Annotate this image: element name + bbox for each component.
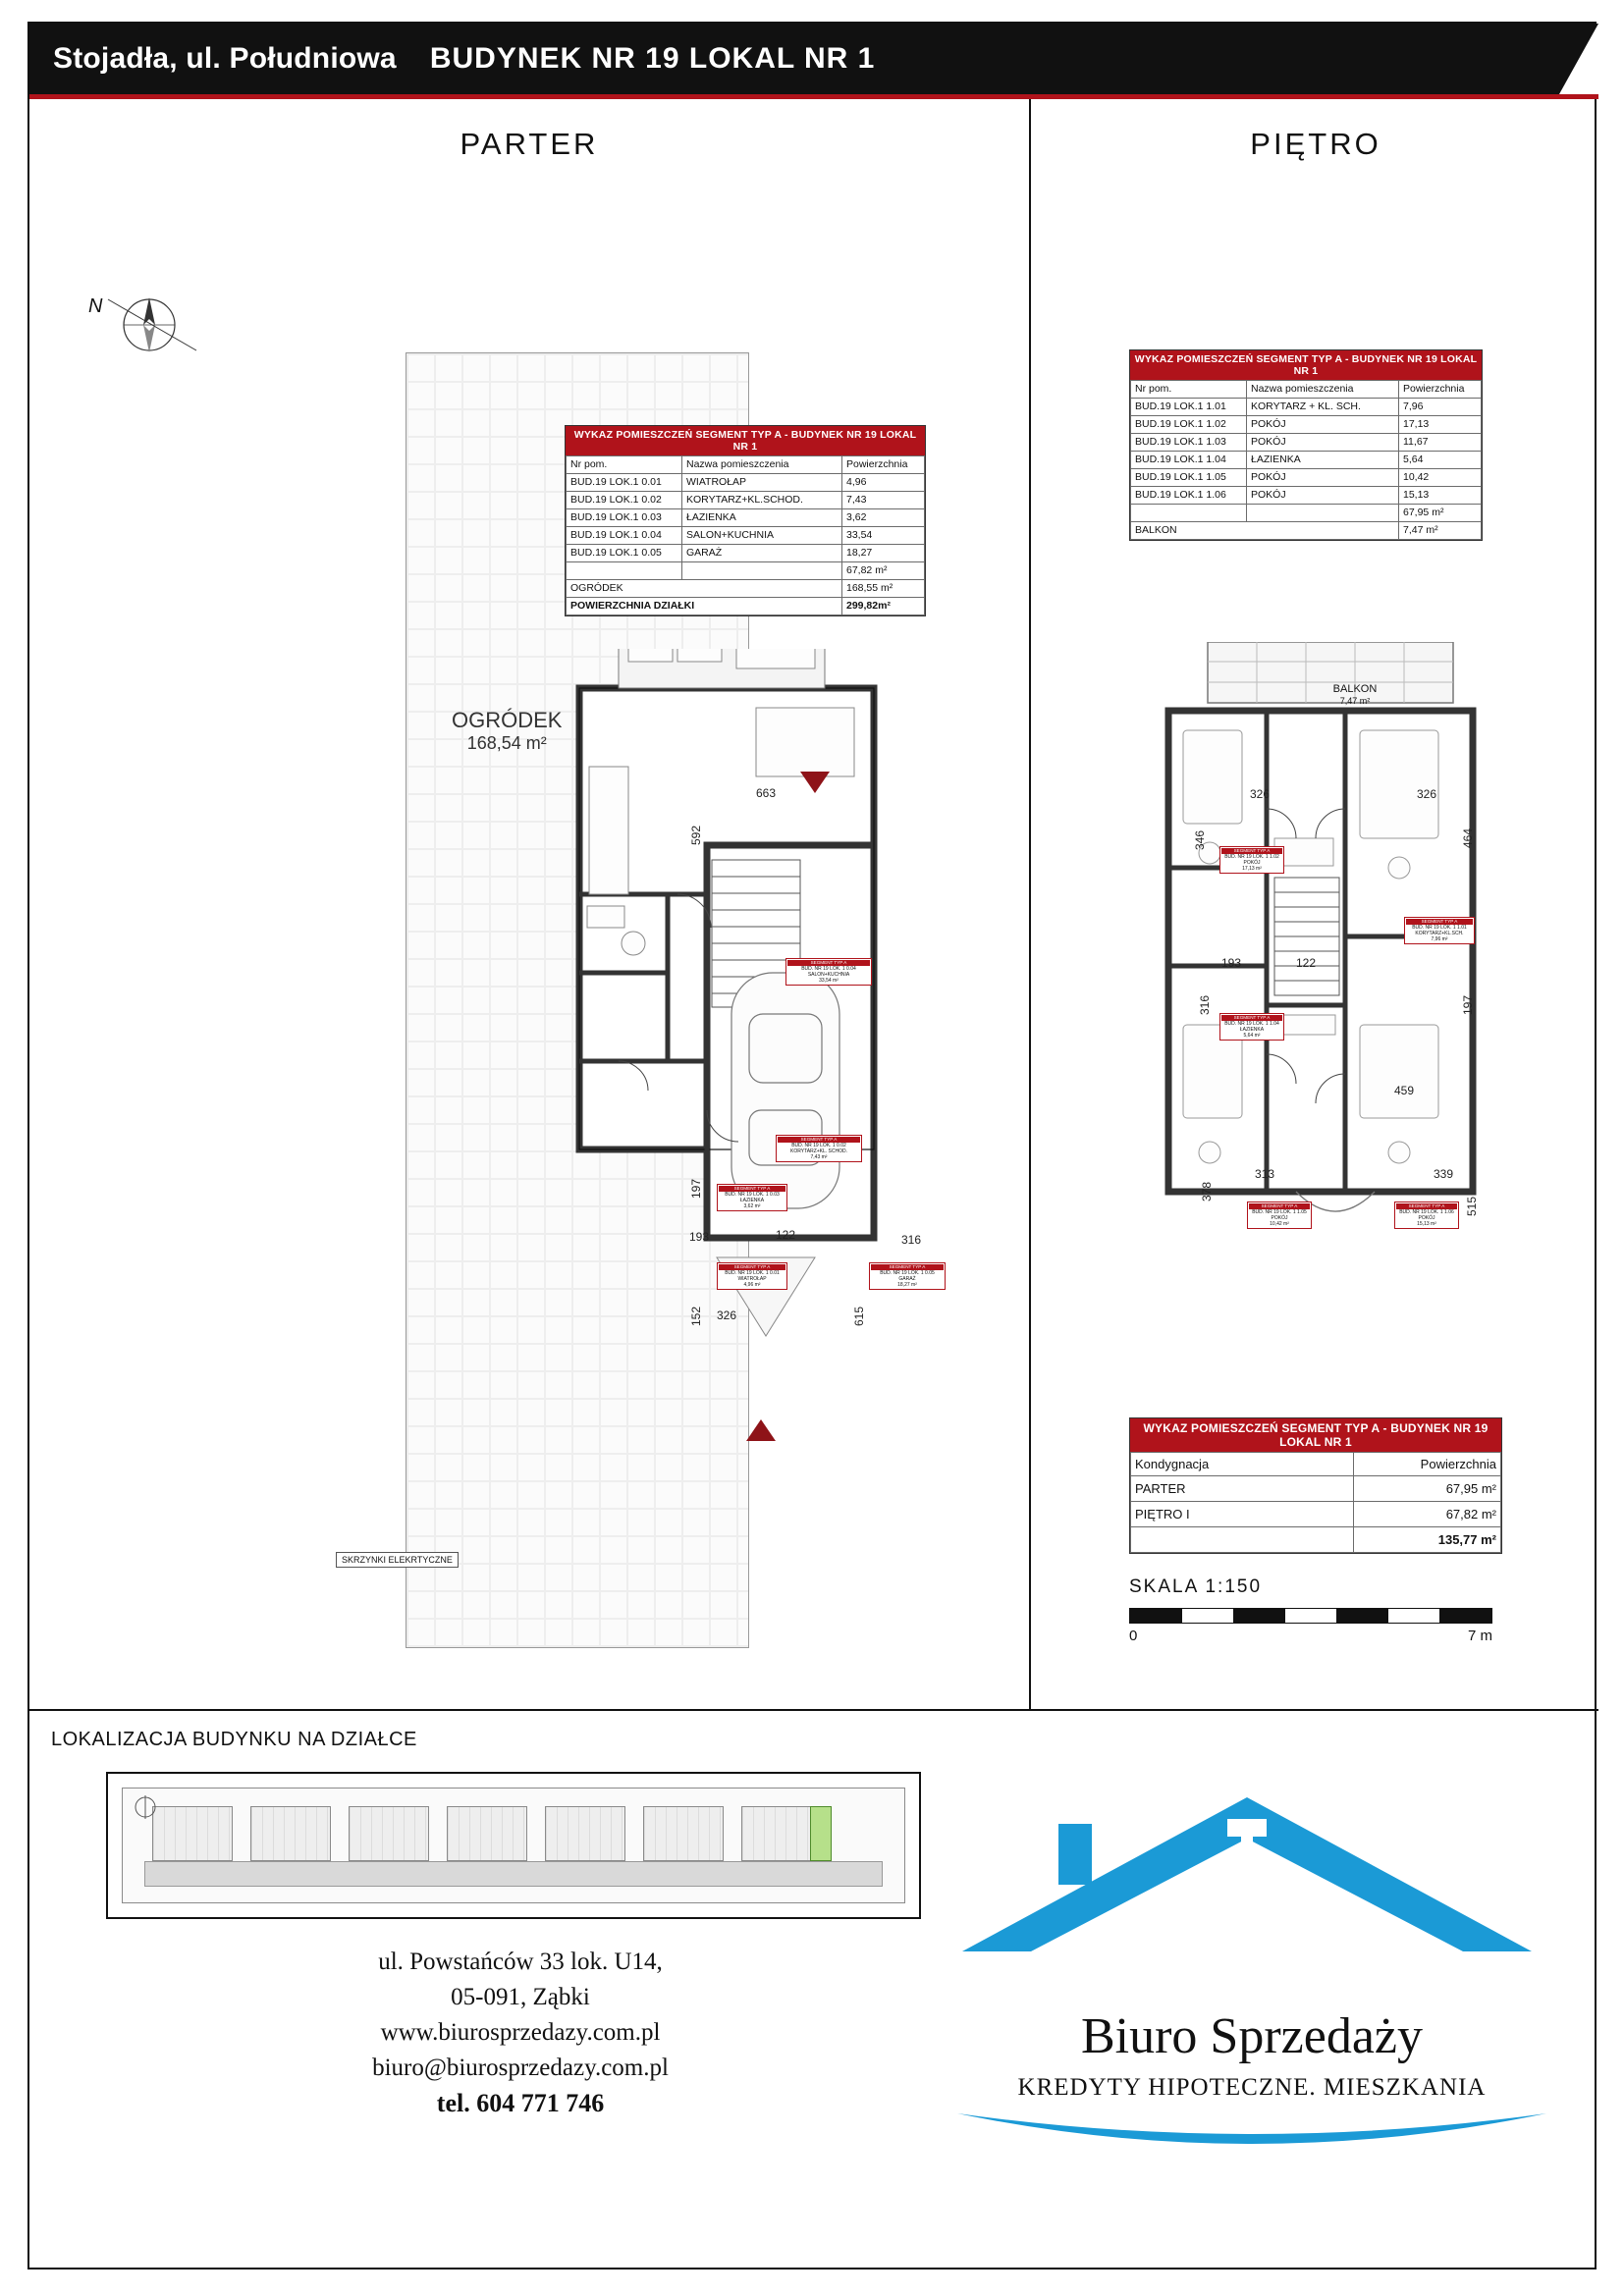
panel-title-parter: PARTER — [460, 127, 599, 161]
header-corner-cut — [1559, 24, 1598, 94]
table-parter-caption: WYKAZ POMIESZCZEŃ SEGMENT TYP A - BUDYNEK NR 19 LOKAL NR 1 — [566, 426, 925, 455]
cell-extra-label: OGRÓDEK — [567, 580, 842, 598]
room-stamp-area: 5,64 m² — [1243, 1033, 1261, 1039]
cell-area: 18,27 — [842, 545, 925, 562]
cell-nr: BUD.19 LOK.1 0.05 — [567, 545, 682, 562]
site-block — [349, 1806, 429, 1861]
dim-339: 339 — [1434, 1167, 1454, 1181]
site-road — [144, 1861, 883, 1887]
cell-extra-label: POWIERZCHNIA DZIAŁKI — [567, 598, 842, 615]
table-pietro-caption: WYKAZ POMIESZCZEŃ SEGMENT TYP A - BUDYNEK NR 19 LOKAL NR 1 — [1130, 350, 1482, 380]
table-extra-row — [567, 580, 925, 598]
scale-numbers — [1129, 1628, 1492, 1644]
balkon-label: BALKON — [1332, 683, 1378, 695]
panel-parter — [29, 99, 1031, 1709]
cell-nr: BUD.19 LOK.1 0.02 — [567, 492, 682, 509]
room-stamp-pokoj-1-05 — [1247, 1201, 1312, 1229]
dim-464: 464 — [1461, 828, 1475, 848]
logo-tagline: KREDYTY HIPOTECZNE. MIESZKANIA — [1017, 2074, 1487, 2101]
header-unit: BUDYNEK NR 19 LOKAL NR 1 — [429, 42, 876, 75]
site-block — [643, 1806, 724, 1861]
cell-extra-label: BALKON — [1131, 522, 1399, 540]
room-stamp-salon — [785, 958, 872, 986]
room-stamp-name: KORYTARZ+KL.SCH. — [1415, 931, 1464, 936]
cell-area: 33,54 — [842, 527, 925, 545]
room-stamp-name: POKÓJ — [1271, 1215, 1288, 1221]
table-total-row — [1131, 1527, 1501, 1553]
room-stamp-name: GARAŻ — [898, 1276, 916, 1282]
cell-total: 135,77 m² — [1354, 1527, 1501, 1553]
document-page — [27, 22, 1597, 2269]
cell-total: 67,82 m² — [842, 562, 925, 580]
address-phone: tel. 604 771 746 — [436, 2089, 605, 2117]
th-kondygnacja: Kondygnacja — [1131, 1453, 1354, 1476]
room-stamp-code: BUD. NR 19 LOK. 1 0.03 — [725, 1192, 780, 1198]
site-block — [152, 1806, 233, 1861]
table-row — [1131, 452, 1482, 469]
room-stamp-pokoj-1-02 — [1219, 846, 1284, 874]
room-stamp-korytarz — [776, 1135, 862, 1162]
table-header-row — [567, 456, 925, 474]
room-stamp-area: 7,96 m² — [1431, 936, 1448, 942]
cell-name: ŁAZIENKA — [682, 509, 842, 527]
cell-name: POKÓJ — [1247, 469, 1399, 487]
cell-extra-value: 7,47 m² — [1399, 522, 1482, 540]
room-stamp-code: BUD. NR 19 LOK. 1 1.05 — [1252, 1209, 1307, 1215]
table-total-row — [567, 562, 925, 580]
address-email[interactable]: biuro@biurosprzedazy.com.pl — [372, 2055, 669, 2081]
cell-extra-value: 299,82m² — [842, 598, 925, 615]
cell-name: POKÓJ — [1247, 487, 1399, 505]
site-block — [250, 1806, 331, 1861]
scale-start: 0 — [1129, 1628, 1138, 1644]
room-stamp-wiatrolap — [717, 1262, 787, 1290]
dim-193: 193 — [689, 1230, 710, 1244]
garden-area: 168,54 m² — [466, 733, 547, 753]
room-stamp-head: SEGMENT TYP A — [787, 960, 870, 966]
cell-nr: BUD.19 LOK.1 0.04 — [567, 527, 682, 545]
company-logo — [933, 1780, 1561, 2192]
first-floor-plan-drawing — [1149, 642, 1522, 1329]
room-stamp-korytarz-1-01 — [1404, 917, 1475, 944]
table-row — [567, 474, 925, 492]
room-stamp-code: BUD. NR 19 LOK. 1 1.01 — [1412, 925, 1467, 931]
cell-area: 15,13 — [1399, 487, 1482, 505]
room-stamp-head: SEGMENT TYP A — [719, 1186, 785, 1192]
cell-area: 3,62 — [842, 509, 925, 527]
cell-area: 10,42 — [1399, 469, 1482, 487]
table-row — [1131, 1502, 1501, 1527]
dim-378: 378 — [1200, 1181, 1214, 1201]
electrical-boxes-label: SKRZYNKI ELEKRTYCZNE — [336, 1552, 459, 1568]
scale-label: SKALA 1:150 — [1129, 1576, 1263, 1597]
compass-north-label: N — [88, 295, 103, 317]
dim-346: 346 — [1193, 829, 1207, 850]
room-stamp-area: 15,13 m² — [1417, 1221, 1436, 1227]
room-stamp-lazienka — [717, 1184, 787, 1211]
room-stamp-code: BUD. NR 19 LOK. 1 1.02 — [1224, 854, 1279, 860]
th-name: Nazwa pomieszczenia — [682, 456, 842, 474]
room-stamp-head: SEGMENT TYP A — [1396, 1203, 1457, 1209]
bottom-section — [29, 1709, 1598, 2269]
header-address: Stojadła, ul. Południowa — [53, 42, 397, 75]
scale-block — [1129, 1576, 1502, 1644]
room-stamp-name: ŁAZIENKA — [1239, 1027, 1265, 1033]
cell-name: POKÓJ — [1247, 416, 1399, 434]
panel-title-pietro: PIĘTRO — [1250, 127, 1381, 161]
dim-193b: 193 — [1221, 956, 1242, 970]
site-block-highlighted — [810, 1806, 832, 1861]
balkon-label-group — [1296, 683, 1414, 707]
cell-area: 67,95 m² — [1354, 1476, 1501, 1502]
room-stamp-head: SEGMENT TYP A — [871, 1264, 944, 1270]
th-name: Nazwa pomieszczenia — [1247, 381, 1399, 399]
room-stamp-name: POKÓJ — [1418, 1215, 1435, 1221]
table-summary — [1129, 1417, 1502, 1554]
table-header-row — [1131, 381, 1482, 399]
cell-name: GARAŻ — [682, 545, 842, 562]
dim-316b: 316 — [1198, 994, 1212, 1015]
contact-address — [147, 1945, 893, 2121]
table-header-row — [1131, 1453, 1501, 1476]
cell-nr: BUD.19 LOK.1 1.06 — [1131, 487, 1247, 505]
scale-bar — [1129, 1608, 1492, 1624]
cell-area: 17,13 — [1399, 416, 1482, 434]
table-row — [567, 527, 925, 545]
room-stamp-area: 10,42 m² — [1270, 1221, 1289, 1227]
dim-663: 663 — [756, 786, 777, 800]
room-stamp-area: 7,43 m² — [810, 1154, 828, 1160]
table-pietro — [1129, 349, 1483, 541]
room-stamp-head: SEGMENT TYP A — [719, 1264, 785, 1270]
cell-floor: PARTER — [1131, 1476, 1354, 1502]
logo-roof-icon — [933, 1780, 1561, 2005]
site-compass-icon — [131, 1792, 160, 1822]
address-line-1: ul. Powstańców 33 lok. U14, — [378, 1949, 663, 1975]
room-stamp-code: BUD. NR 19 LOK. 1 0.01 — [725, 1270, 780, 1276]
cell-name: SALON+KUCHNIA — [682, 527, 842, 545]
entry-marker-up — [746, 1419, 776, 1441]
table-row — [1131, 399, 1482, 416]
cell-area: 7,43 — [842, 492, 925, 509]
garden-label: OGRÓDEK — [452, 708, 563, 732]
balkon-area: 7,47 m² — [1339, 696, 1371, 706]
room-stamp-name: WIATROŁAP — [737, 1276, 767, 1282]
cell-area: 11,67 — [1399, 434, 1482, 452]
room-stamp-name: ŁAZIENKA — [739, 1198, 765, 1203]
address-line-2: 05-091, Ząbki — [451, 1984, 590, 2010]
room-stamp-code: BUD. NR 19 LOK. 1 0.05 — [880, 1270, 935, 1276]
logo-swoosh-icon — [952, 2104, 1551, 2163]
cell-extra-value: 168,55 m² — [842, 580, 925, 598]
room-stamp-head: SEGMENT TYP A — [778, 1137, 860, 1143]
garden-label-group — [452, 708, 562, 754]
cell-name: POKÓJ — [1247, 434, 1399, 452]
dim-615: 615 — [852, 1306, 866, 1326]
room-stamp-head: SEGMENT TYP A — [1221, 848, 1282, 854]
cell-floor: PIĘTRO I — [1131, 1502, 1354, 1527]
room-stamp-garaz — [869, 1262, 946, 1290]
room-stamp-name: SALON+KUCHNIA — [807, 972, 850, 978]
cell-name: KORYTARZ+KL.SCHOD. — [682, 492, 842, 509]
cell-nr: BUD.19 LOK.1 1.01 — [1131, 399, 1247, 416]
th-nr: Nr pom. — [1131, 381, 1247, 399]
table-row — [567, 509, 925, 527]
compass-rose — [88, 276, 216, 374]
room-stamp-area: 4,96 m² — [743, 1282, 761, 1288]
dim-326b: 326 — [1417, 787, 1437, 801]
room-stamp-name: POKÓJ — [1243, 860, 1261, 866]
room-stamp-code: BUD. NR 19 LOK. 1 0.04 — [801, 966, 856, 972]
cell-nr: BUD.19 LOK.1 1.02 — [1131, 416, 1247, 434]
dim-122b: 122 — [1296, 956, 1317, 970]
table-row — [1131, 487, 1482, 505]
room-stamp-code: BUD. NR 19 LOK. 1 0.02 — [791, 1143, 846, 1148]
room-stamp-area: 17,13 m² — [1242, 866, 1262, 872]
dim-515: 515 — [1465, 1196, 1479, 1216]
table-row — [1131, 434, 1482, 452]
room-stamp-code: BUD. NR 19 LOK. 1 1.04 — [1224, 1021, 1279, 1027]
th-nr: Nr pom. — [567, 456, 682, 474]
cell-name: KORYTARZ + KL. SCH. — [1247, 399, 1399, 416]
dim-316: 316 — [901, 1233, 922, 1247]
compass-icon — [88, 276, 216, 374]
table-row — [1131, 1476, 1501, 1502]
site-block — [447, 1806, 527, 1861]
cell-area: 67,82 m² — [1354, 1502, 1501, 1527]
cell-name: ŁAZIENKA — [1247, 452, 1399, 469]
table-total-row — [1131, 505, 1482, 522]
room-stamp-code: BUD. NR 19 LOK. 1 1.06 — [1399, 1209, 1454, 1215]
room-stamp-area — [1427, 866, 1445, 872]
dim-592: 592 — [689, 825, 703, 845]
dim-152: 152 — [689, 1306, 703, 1326]
th-powierzchnia: Powierzchnia — [1354, 1453, 1501, 1476]
dim-326: 326 — [717, 1308, 737, 1322]
cell-nr: BUD.19 LOK.1 0.03 — [567, 509, 682, 527]
room-stamp-head: SEGMENT TYP A — [1221, 1015, 1282, 1021]
table-extra-row — [567, 598, 925, 615]
room-stamp-name: KORYTARZ+KL. SCHOD. — [789, 1148, 848, 1154]
table-row — [567, 545, 925, 562]
table-extra-row — [1131, 522, 1482, 540]
cell-area: 4,96 — [842, 474, 925, 492]
location-title: LOKALIZACJA BUDYNKU NA DZIAŁCE — [51, 1729, 417, 1750]
table-row — [1131, 416, 1482, 434]
cell-area: 5,64 — [1399, 452, 1482, 469]
th-area: Powierzchnia — [1399, 381, 1482, 399]
table-summary-caption: WYKAZ POMIESZCZEŃ SEGMENT TYP A - BUDYNEK NR 19 LOKAL NR 1 — [1130, 1418, 1501, 1452]
cell-area: 7,96 — [1399, 399, 1482, 416]
room-stamp-area: 3,62 m² — [743, 1203, 761, 1209]
table-row — [567, 492, 925, 509]
logo-company-name: Biuro Sprzedaży — [1080, 2008, 1423, 2064]
th-area: Powierzchnia — [842, 456, 925, 474]
address-website[interactable]: www.biurosprzedazy.com.pl — [380, 2019, 661, 2046]
dim-197b: 197 — [1461, 994, 1475, 1015]
entry-marker-down — [800, 772, 830, 793]
room-stamp-area: 18,27 m² — [897, 1282, 917, 1288]
cell-total: 67,95 m² — [1399, 505, 1482, 522]
room-stamp-lazienka-1-04 — [1219, 1013, 1284, 1041]
room-stamp-area: 33,54 m² — [819, 978, 839, 984]
scale-end: 7 m — [1467, 1628, 1492, 1644]
dim-326a: 326 — [1250, 787, 1271, 801]
dim-313: 313 — [1255, 1167, 1275, 1181]
page-header — [29, 24, 1598, 94]
cell-name: WIATROŁAP — [682, 474, 842, 492]
dim-197: 197 — [689, 1178, 703, 1199]
room-stamp-head: SEGMENT TYP A — [1249, 1203, 1310, 1209]
cell-nr: BUD.19 LOK.1 0.01 — [567, 474, 682, 492]
room-stamp-pokoj-1-06 — [1394, 1201, 1459, 1229]
cell-nr: BUD.19 LOK.1 1.04 — [1131, 452, 1247, 469]
site-plan — [106, 1772, 921, 1919]
cell-nr: BUD.19 LOK.1 1.03 — [1131, 434, 1247, 452]
site-block — [545, 1806, 625, 1861]
table-parter — [565, 425, 926, 616]
site-plan-inner — [122, 1788, 905, 1903]
cell-nr: BUD.19 LOK.1 1.05 — [1131, 469, 1247, 487]
dim-122: 122 — [776, 1228, 796, 1242]
room-stamp-head: SEGMENT TYP A — [1406, 919, 1473, 925]
dim-459: 459 — [1394, 1084, 1415, 1097]
table-row — [1131, 469, 1482, 487]
